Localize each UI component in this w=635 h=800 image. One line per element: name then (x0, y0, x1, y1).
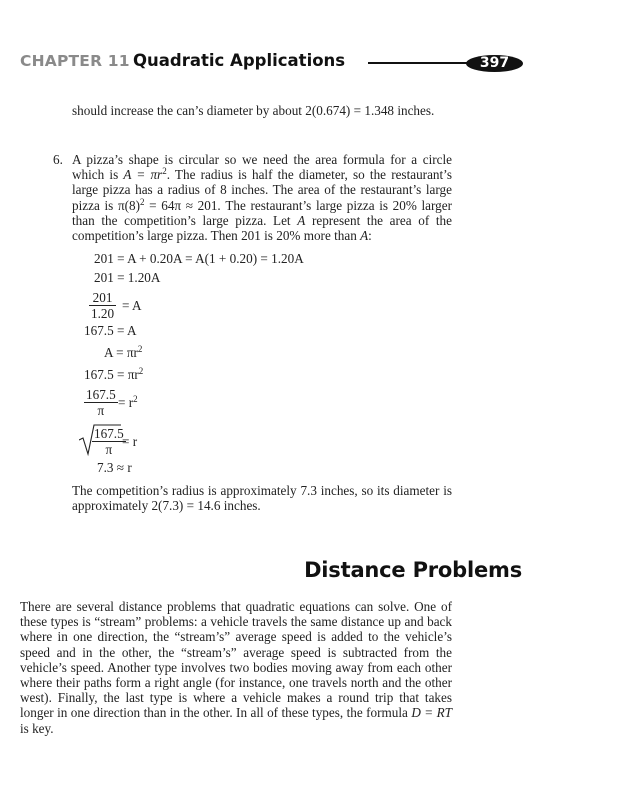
equation-line-2: 201 = 1.20A (94, 270, 161, 285)
exponent: 2 (137, 344, 143, 354)
problem-text-2: . The radius is half the diameter, so the restaurant’s large pizza has a radius of 8 inches. The area of the restaurant’s large pizza is (72, 167, 452, 213)
chapter-label: CHAPTER 11 (20, 52, 130, 70)
problem-text-1: A pizza’s shape is circular so we need the area formula for a circle which is (72, 152, 452, 183)
equation-line-4: 167.5 = A (84, 323, 137, 338)
page-number-badge: 397 (466, 55, 523, 72)
equation-text: = r (118, 395, 134, 410)
fraction-numerator: 167.5 (86, 387, 116, 402)
fraction-numerator: 167.5 (94, 426, 124, 441)
fraction-denominator: 1.20 (91, 306, 115, 321)
distance-formula: D = RT (411, 705, 453, 721)
fraction-denominator: π (97, 403, 105, 418)
variable-a: A (297, 212, 306, 228)
fraction-3-rhs: = r (122, 434, 138, 449)
variable-a: A (360, 228, 369, 244)
equation-line-9: 7.3 ≈ r (97, 460, 132, 475)
fraction-2-rhs (118, 395, 138, 410)
equation-line-1: 201 = A + 0.20A = A(1 + 0.20) = 1.20A (94, 251, 304, 266)
problem-paragraph (72, 152, 452, 243)
equation-text: 167.5 = πr (84, 367, 139, 382)
problem-number: 6. (53, 152, 63, 167)
exponent: 2 (139, 196, 145, 207)
exponent: 2 (138, 366, 144, 376)
equation-line-6 (84, 367, 143, 382)
fraction-201-over-1.20 (89, 290, 116, 321)
area-calc-rest: = 64π ≈ 201 (144, 197, 218, 213)
continuation-paragraph: should increase the can’s diameter by about 2(0.674) = 1.348 inches. (72, 103, 435, 118)
problem-text-4: represent the area of the competition’s large pizza. Then 201 is 20% more than (72, 212, 452, 244)
fraction-1-rhs: = A (122, 298, 142, 313)
section-intro-paragraph (20, 599, 452, 736)
exponent: 2 (162, 166, 167, 177)
area-calc: π(8) (117, 197, 140, 213)
equation-text: A = πr (104, 345, 138, 360)
fraction-denominator: π (105, 442, 113, 457)
equation-line-5 (104, 345, 142, 360)
intro-text: There are several distance problems that quadratic equations can solve. One of these types is “stream” problems: a vehicle travels the same distance up and back where in one direction, the “stream’s” average speed is added to the vehicle’s speed and in the other, the “stream’s” average speed is subtracted from the vehicle’s speed. Another type involves two bodies moving away from each other where their paths form a right angle (for instance, one travels north and the other west). Finally, the last type is where a vehicle makes a round trip that takes longer in one direction than in the other. In all of these types, the formula (20, 599, 452, 721)
conclusion-paragraph: The competition’s radius is approximately 7.3 inches, so its diameter is approximately 2(7.3) = 14.6 inches. (72, 483, 452, 514)
fraction-sqrt-167.5-over-pi (92, 426, 126, 457)
problem-text-3: . The restaurant’s large pizza is 20% larger than the competition’s large pizza. Let (72, 197, 453, 228)
exponent: 2 (133, 394, 138, 404)
fraction-167.5-over-pi (84, 387, 118, 418)
area-formula: A = πr (123, 167, 163, 183)
section-heading: Distance Problems (304, 558, 522, 582)
intro-end: is key. (20, 720, 54, 736)
fraction-numerator: 201 (89, 290, 116, 306)
chapter-title: Quadratic Applications (133, 51, 346, 70)
problem-text-5: : (368, 228, 372, 244)
